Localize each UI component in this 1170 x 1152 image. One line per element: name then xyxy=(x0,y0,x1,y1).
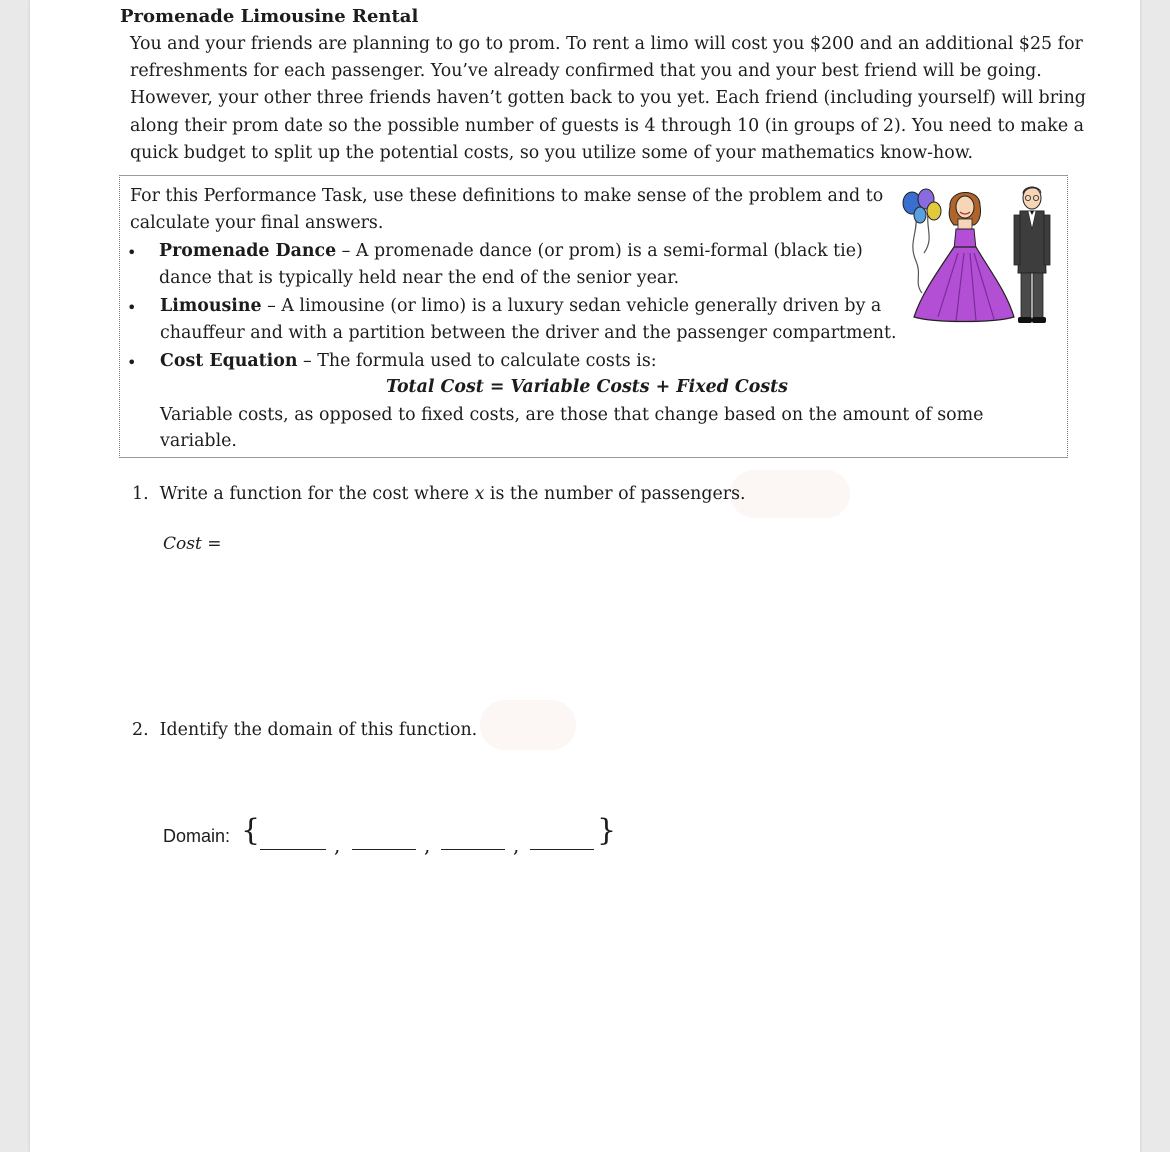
cost-answer-label: Cost = xyxy=(163,534,222,554)
domain-separator: , xyxy=(513,833,520,857)
trousers-icon xyxy=(1021,273,1031,319)
variable-cost-note: Variable costs, as opposed to fixed costs, are those that change based on the amount of some xyxy=(160,405,984,425)
question-number: 1. xyxy=(132,484,149,504)
domain-blank-4[interactable] xyxy=(530,849,594,850)
open-brace: { xyxy=(241,813,261,848)
intro-line: along their prom date so the possible number of guests is 4 through 10 (in groups of 2). You need to make a xyxy=(130,115,1085,136)
question-text: Write a function for the cost where xyxy=(159,484,475,504)
background-smudge xyxy=(480,700,576,750)
close-brace: } xyxy=(597,813,617,848)
torso-icon xyxy=(958,219,972,229)
intro-paragraph xyxy=(130,31,1086,167)
cost-formula: Total Cost = Variable Costs + Fixed Costs xyxy=(386,377,788,397)
worksheet-title: Promenade Limousine Rental xyxy=(120,6,419,27)
definition-text: – A promenade dance (or prom) is a semi-formal (black tie) xyxy=(336,241,863,261)
trousers-icon xyxy=(1033,273,1043,319)
domain-blank-1[interactable] xyxy=(260,849,326,850)
question-text: Identify the domain of this function. xyxy=(159,720,478,740)
definition-limousine xyxy=(160,296,881,316)
dress-icon xyxy=(914,247,1014,322)
suit-sleeve-icon xyxy=(1044,215,1050,265)
worksheet-page xyxy=(30,0,1140,1152)
bullet-icon: • xyxy=(127,298,137,317)
suit-sleeve-icon xyxy=(1014,215,1020,265)
definition-cost-equation xyxy=(160,351,657,371)
intro-line: You and your friends are planning to go to prom. To rent a limo will cost you $200 and an additional $25 for xyxy=(130,34,1083,54)
definition-text: – A limousine (or limo) is a luxury sedan vehicle generally driven by a xyxy=(261,296,882,316)
face-icon xyxy=(956,196,974,218)
intro-line: quick budget to split up the potential costs, so you utilize some of your mathematics know-how. xyxy=(130,142,974,163)
prom-couple-illustration xyxy=(894,183,1054,328)
intro-line: However, your other three friends haven’t gotten back to you yet. Each friend (including yourself) will bring xyxy=(130,88,1086,109)
question-2 xyxy=(132,720,477,740)
definition-text: chauffeur and with a partition between the driver and the passenger compartment. xyxy=(160,323,897,343)
shoe-icon xyxy=(1032,317,1046,323)
definitions-intro-line: calculate your final answers. xyxy=(130,213,384,233)
domain-separator: , xyxy=(424,833,431,857)
definition-text: dance that is typically held near the end of the senior year. xyxy=(159,268,680,288)
domain-label: Domain: xyxy=(163,826,231,846)
domain-blank-3[interactable] xyxy=(441,849,505,850)
intro-line: refreshments for each passenger. You’ve already confirmed that you and your best friend will be going. xyxy=(130,61,1042,82)
bullet-icon: • xyxy=(127,353,137,372)
definition-term: Cost Equation xyxy=(160,351,298,371)
question-variable: x xyxy=(474,484,485,504)
domain-separator: , xyxy=(334,833,341,857)
definition-term: Promenade Dance xyxy=(159,241,337,261)
shoe-icon xyxy=(1018,317,1032,323)
definitions-intro-line: For this Performance Task, use these definitions to make sense of the problem and to xyxy=(130,186,884,206)
balloon-icon xyxy=(914,207,926,223)
question-1 xyxy=(132,484,746,504)
bodice-icon xyxy=(954,229,976,249)
bullet-icon: • xyxy=(127,243,137,262)
question-number: 2. xyxy=(132,720,149,740)
question-text: is the number of passengers. xyxy=(484,484,746,504)
balloon-icon xyxy=(927,202,941,220)
balloon-string xyxy=(913,215,922,293)
definition-promenade-dance xyxy=(159,241,863,261)
domain-blank-2[interactable] xyxy=(352,849,416,850)
variable-cost-note: variable. xyxy=(160,431,237,451)
background-smudge xyxy=(730,470,850,518)
definition-text: – The formula used to calculate costs is: xyxy=(297,351,657,371)
definition-term: Limousine xyxy=(160,296,262,316)
